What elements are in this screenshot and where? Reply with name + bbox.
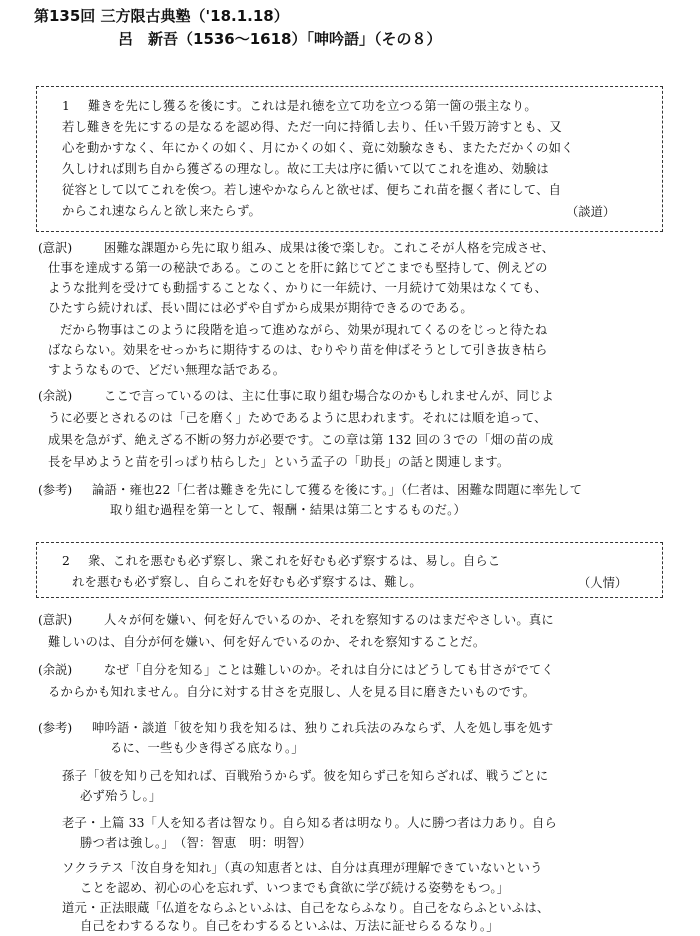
translation-1-line: ような批判を受けても動揺することなく、かりに一年続け、一月続けて効果はなくても、 [48, 281, 548, 295]
translation-1-line: ばならない。効果をせっかちに期待するのは、むりやり苗を伸ばそうとして引き抜き枯ら [48, 343, 548, 357]
translation-1-label: (意訳) [38, 241, 73, 255]
reference-1-line: 取り組む過程を第一として、報酬・結果は第二とするものだ。） [110, 503, 467, 517]
translation-1-line: だから物事はこのように段階を追って進めながら、効果が現れてくるのをじっと待たね [60, 323, 548, 337]
quote-1-line: 従容として以てこれを俟つ。若し速やかならんと欲せば、便ちこれ苗を揠く者にして、自 [62, 183, 562, 197]
lecture-subtitle: 呂 新吾（1536〜1618）「呻吟語」（その８） [118, 30, 442, 48]
quote-2-source: （人情） [578, 576, 628, 590]
comment-2-label: (余説) [38, 663, 73, 677]
quote-1-number: 1 [62, 99, 71, 113]
comment-2-line: なぜ「自分を知る」ことは難しいのか。それは自分にはどうしても甘さがでてく [104, 663, 554, 677]
quote-1-source: （談道） [566, 205, 616, 219]
quote-1-line: からこれ速ならんと欲し来たらず。 [62, 204, 261, 218]
translation-1-line: 困難な課題から先に取り組み、成果は後で楽しむ。これこそが人格を完成させ、 [104, 241, 555, 255]
comment-1-line: 長を早めようと苗を引っぱり枯らした」という孟子の「助長」の話と関連します。 [48, 455, 510, 469]
reference-2-line: ソクラテス「汝自身を知れ」（真の知恵者とは、自分は真理が理解できていないという [62, 861, 543, 875]
reference-2-line: るに、一些も少き得ざる底なり。」 [110, 741, 304, 755]
translation-2-line: 人々が何を嫌い、何を好んでいるのか、それを察知するのはまだやさしい。真に [104, 613, 554, 627]
reference-1-label: (参考) [38, 483, 73, 497]
reference-2-label: (参考) [38, 721, 73, 735]
lecture-title: 第135回 三方限古典塾（'18.1.18） [34, 7, 289, 25]
quote-1-line: 若し難きを先にするの是なるを認め得、ただ一向に持循し去り、任い千毀万誇すとも、又 [62, 120, 562, 134]
reference-2-line: 自己をわするるなり。自己をわするるといふは、万法に証せらるるなり。」 [80, 919, 499, 933]
reference-2-line: ことを認め、初心の心を忘れず、いつまでも貪欲に学び続ける姿勢をもつ。」 [80, 881, 510, 895]
quote-2-line: れを悪むも必ず察し、自らこれを好むも必ず察するは、難し。 [72, 575, 422, 589]
translation-1-line: ひたすら続ければ、長い間には必ずや自ずから成果が期待できるのである。 [48, 301, 473, 315]
comment-1-line: うに必要とされるのは「己を磨く」ためであるように思われます。それには順を追って、 [48, 411, 547, 425]
translation-2-line: 難しいのは、自分が何を嫌い、何を好んでいるのか、それを察知することだ。 [48, 635, 486, 649]
comment-1-label: (余説) [38, 389, 73, 403]
translation-1-line: 仕事を達成する第一の秘訣である。このことを肝に銘じてどこまでも堅持して、例えどの [48, 261, 548, 275]
quote-1-line: 久しければ則ち自から獲ざるの理なし。故に工夫は序に循いて以てこれを進め、効験は [62, 162, 549, 176]
reference-2-line: 道元・正法眼蔵「仏道をならふといふは、自己をならふなり。自己をならふといふは、 [62, 901, 550, 915]
reference-2-line: 孫子「彼を知り己を知れば、百戦殆うからず。彼を知らず己を知らざれば、戦うごとに [62, 769, 549, 783]
comment-1-line: ここで言っているのは、主に仕事に取り組む場合なのかもしれませんが、同じよ [104, 389, 554, 403]
reference-2-line: 呻吟語・談道「彼を知り我を知るは、独りこれ兵法のみならず、人を処し事を処す [92, 721, 554, 735]
translation-1-line: すようなもので、どだい無理な話である。 [48, 363, 286, 377]
translation-2-label: (意訳) [38, 613, 73, 627]
quote-1-line: 心を動かすなく、年にかくの如く、月にかくの如く、竟に効験なきも、またただかくの如く [62, 141, 574, 155]
reference-2-line: 必ず殆うし。」 [80, 789, 162, 803]
comment-2-line: るからかも知れません。自分に対する甘さを克服し、人を見る目に磨きたいものです。 [48, 685, 536, 699]
reference-1-line: 論語・雍也22「仁者は難きを先にして獲るを後にす。」（仁者は、困難な問題に率先して [92, 483, 583, 497]
quote-2-line: 衆、これを悪むも必ず察し、衆これを好むも必ず察するは、易し。自らこ [88, 554, 501, 568]
quote-1-line: 難きを先にし獲るを後にす。これは是れ徳を立て功を立つる第一箇の張主なり。 [88, 99, 537, 113]
reference-2-line: 老子・上篇 33「人を知る者は智なり。自ら知る者は明なり。人に勝つ者は力あり。自ら [62, 816, 558, 830]
reference-2-line: 勝つ者は強し。」 （智：智恵 明：明智） [80, 836, 312, 850]
comment-1-line: 成果を急がず、絶えざる不断の努力が必要です。この章は第 132 回の３での「畑の苗の成 [48, 433, 554, 447]
quote-2-number: 2 [62, 554, 71, 568]
